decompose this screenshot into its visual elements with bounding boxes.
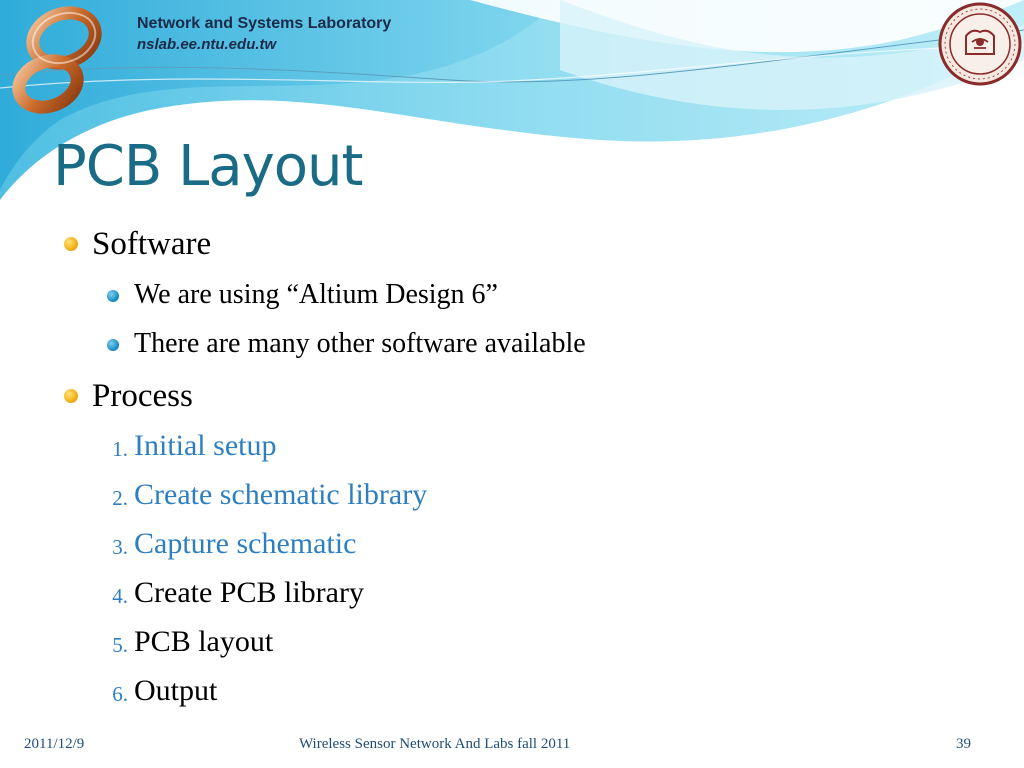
bullet-blue-icon	[107, 290, 119, 302]
sub-bullet: We are using “Altium Design 6”	[134, 279, 498, 310]
step-text: Create PCB library	[134, 576, 364, 609]
bullet-software: Software	[92, 226, 212, 262]
step-number: 4.	[112, 584, 128, 608]
step-text: PCB layout	[134, 625, 274, 658]
step-text: Create schematic library	[134, 478, 428, 511]
footer-course: Wireless Sensor Network And Labs fall 2011	[299, 736, 571, 752]
slide-title: PCB Layout	[53, 134, 363, 199]
step-number: 6.	[112, 682, 128, 706]
lab-name: Network and Systems Laboratory	[137, 15, 392, 32]
footer-date: 2011/12/9	[24, 736, 85, 752]
page-number: 39	[956, 736, 971, 752]
step-text: Capture schematic	[134, 527, 357, 560]
bullet-blue-icon	[107, 339, 119, 351]
bullet-gold-icon	[64, 389, 78, 403]
bullet-gold-icon	[64, 237, 78, 251]
step-text: Output	[134, 674, 218, 707]
step-text: Initial setup	[134, 429, 277, 462]
sub-bullet: There are many other software available	[134, 328, 586, 359]
step-number: 3.	[112, 535, 128, 559]
bullet-process: Process	[92, 378, 193, 414]
step-number: 2.	[112, 486, 128, 510]
step-number: 5.	[112, 633, 128, 657]
step-number: 1.	[112, 437, 128, 461]
lab-url: nslab.ee.ntu.edu.tw	[137, 36, 277, 53]
